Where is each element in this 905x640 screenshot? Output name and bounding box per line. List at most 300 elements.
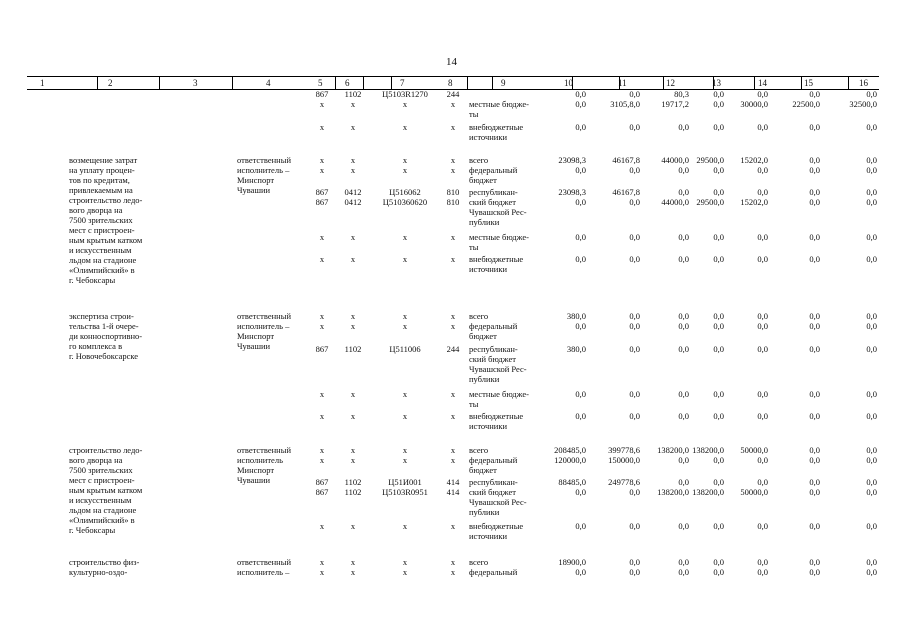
header-divider <box>801 77 802 89</box>
kbk-type: 810 <box>446 187 460 197</box>
funding-source: всего <box>469 155 489 165</box>
value-cell: 0,0 <box>809 197 820 207</box>
value-cell: 0,0 <box>713 165 724 175</box>
value-cell: 0,0 <box>575 122 586 132</box>
kbk-type: x <box>450 521 456 531</box>
kbk-section: x <box>350 411 356 421</box>
kbk-target: x <box>402 557 408 567</box>
value-cell: 0,0 <box>866 567 877 577</box>
value-cell: 399778,6 <box>608 445 640 455</box>
value-cell: 0,0 <box>809 455 820 465</box>
value-cell: 0,0 <box>866 122 877 132</box>
funding-source: внебюджетные <box>469 411 524 421</box>
executor-line: ответственный <box>237 155 291 165</box>
value-cell: 150000,0 <box>608 455 640 465</box>
value-cell: 0,0 <box>678 165 689 175</box>
value-cell: 0,0 <box>757 89 768 99</box>
value-cell: 0,0 <box>809 411 820 421</box>
value-cell: 0,0 <box>678 477 689 487</box>
executor-line: ответственный <box>237 557 291 567</box>
value-cell: 19717,2 <box>661 99 689 109</box>
kbk-gryes: 867 <box>315 197 329 207</box>
value-cell: 0,0 <box>713 521 724 531</box>
value-cell: 138200,0 <box>692 487 724 497</box>
value-cell: 0,0 <box>713 232 724 242</box>
value-cell: 0,0 <box>575 165 586 175</box>
kbk-section: x <box>350 389 356 399</box>
kbk-target: x <box>402 254 408 264</box>
header-cell: 15 <box>804 78 813 88</box>
kbk-type: x <box>450 445 456 455</box>
funding-source: внебюджетные <box>469 122 524 132</box>
funding-source: ский бюджет <box>469 354 516 364</box>
value-cell: 0,0 <box>678 311 689 321</box>
header-cell: 14 <box>758 78 767 88</box>
value-cell: 0,0 <box>866 155 877 165</box>
kbk-target: Ц516062 <box>389 187 421 197</box>
executor-line: исполнитель – <box>237 567 290 577</box>
value-cell: 0,0 <box>866 344 877 354</box>
header-cell: 3 <box>193 78 198 88</box>
event-name-line: льдом на стадионе <box>69 255 137 265</box>
kbk-type: 414 <box>446 487 460 497</box>
value-cell: 0,0 <box>575 254 586 264</box>
event-name-line: вого дворца на <box>69 455 123 465</box>
value-cell: 0,0 <box>575 232 586 242</box>
value-cell: 0,0 <box>629 197 640 207</box>
value-cell: 0,0 <box>757 411 768 421</box>
header-cell: 11 <box>618 78 627 88</box>
value-cell: 0,0 <box>809 187 820 197</box>
value-cell: 0,0 <box>575 411 586 421</box>
funding-source: внебюджетные <box>469 254 524 264</box>
value-cell: 0,0 <box>678 521 689 531</box>
funding-source: ты <box>469 242 479 252</box>
header-divider <box>754 77 755 89</box>
value-cell: 0,0 <box>629 122 640 132</box>
value-cell: 0,0 <box>866 487 877 497</box>
event-name-line: возмещение затрат <box>69 155 138 165</box>
kbk-type: x <box>450 321 456 331</box>
value-cell: 22500,0 <box>792 99 820 109</box>
funding-source: публики <box>469 217 500 227</box>
header-cell: 6 <box>345 78 350 88</box>
value-cell: 44000,0 <box>661 155 689 165</box>
executor-line: Минспорт <box>237 331 275 341</box>
value-cell: 0,0 <box>713 254 724 264</box>
event-name-line: экспертиза строи- <box>69 311 134 321</box>
value-cell: 30000,0 <box>740 99 768 109</box>
kbk-target: x <box>402 232 408 242</box>
value-cell: 208485,0 <box>554 445 586 455</box>
kbk-type: x <box>450 99 456 109</box>
value-cell: 0,0 <box>757 254 768 264</box>
kbk-type: x <box>450 567 456 577</box>
value-cell: 0,0 <box>757 521 768 531</box>
value-cell: 0,0 <box>678 344 689 354</box>
event-name-line: 7500 зрительских <box>69 465 133 475</box>
value-cell: 0,0 <box>629 567 640 577</box>
value-cell: 0,0 <box>757 557 768 567</box>
header-cell: 2 <box>108 78 113 88</box>
kbk-type: x <box>450 254 456 264</box>
kbk-target: x <box>402 411 408 421</box>
value-cell: 0,0 <box>809 155 820 165</box>
value-cell: 0,0 <box>629 232 640 242</box>
value-cell: 0,0 <box>866 445 877 455</box>
value-cell: 0,0 <box>809 477 820 487</box>
event-name-line: мест с пристроен- <box>69 475 135 485</box>
funding-source: республикан- <box>469 187 518 197</box>
value-cell: 46167,8 <box>612 155 640 165</box>
kbk-section: x <box>350 557 356 567</box>
funding-source: внебюджетные <box>469 521 524 531</box>
event-name-line: г. Новочебоксарске <box>69 351 139 361</box>
funding-source: федеральный <box>469 567 518 577</box>
kbk-target: x <box>402 99 408 109</box>
kbk-type: x <box>450 557 456 567</box>
value-cell: 0,0 <box>629 321 640 331</box>
event-name-line: льдом на стадионе <box>69 505 137 515</box>
value-cell: 0,0 <box>757 321 768 331</box>
funding-source: публики <box>469 507 500 517</box>
event-name-line: ным крытым катком <box>69 235 143 245</box>
kbk-gryes: x <box>319 445 325 455</box>
value-cell: 0,0 <box>866 165 877 175</box>
kbk-gryes: x <box>319 232 325 242</box>
funding-source: всего <box>469 445 489 455</box>
funding-source: бюджет <box>469 331 497 341</box>
value-cell: 0,0 <box>713 411 724 421</box>
value-cell: 0,0 <box>713 557 724 567</box>
value-cell: 80,3 <box>674 89 689 99</box>
value-cell: 0,0 <box>575 487 586 497</box>
kbk-target: x <box>402 155 408 165</box>
value-cell: 0,0 <box>678 122 689 132</box>
kbk-type: x <box>450 411 456 421</box>
value-cell: 0,0 <box>757 477 768 487</box>
header-cell: 1 <box>40 78 45 88</box>
header-cell: 8 <box>448 78 453 88</box>
header-divider <box>232 77 233 89</box>
executor-line: исполнитель – <box>237 321 290 331</box>
value-cell: 0,0 <box>866 311 877 321</box>
kbk-type: 414 <box>446 477 460 487</box>
value-cell: 44000,0 <box>661 197 689 207</box>
kbk-section: x <box>350 254 356 264</box>
kbk-target: x <box>402 321 408 331</box>
value-cell: 0,0 <box>866 254 877 264</box>
value-cell: 0,0 <box>866 197 877 207</box>
kbk-section: 1102 <box>344 344 362 354</box>
header-divider <box>363 77 364 89</box>
value-cell: 0,0 <box>809 311 820 321</box>
value-cell: 0,0 <box>713 89 724 99</box>
funding-source: всего <box>469 311 489 321</box>
value-cell: 0,0 <box>757 122 768 132</box>
event-name-line: культурно-оздо- <box>69 567 128 577</box>
value-cell: 249778,6 <box>608 477 640 487</box>
kbk-type: x <box>450 122 456 132</box>
event-name-line: и искусственным <box>69 245 132 255</box>
executor-line: ответственный <box>237 311 291 321</box>
executor-line: исполнитель – <box>237 165 290 175</box>
executor-line: Минспорт <box>237 465 275 475</box>
funding-source: публики <box>469 374 500 384</box>
header-cell: 10 <box>564 78 573 88</box>
value-cell: 0,0 <box>809 557 820 567</box>
header-cell: 13 <box>712 78 721 88</box>
value-cell: 18900,0 <box>558 557 586 567</box>
kbk-type: x <box>450 389 456 399</box>
value-cell: 0,0 <box>757 389 768 399</box>
kbk-target: x <box>402 521 408 531</box>
value-cell: 0,0 <box>575 99 586 109</box>
value-cell: 0,0 <box>866 89 877 99</box>
value-cell: 0,0 <box>713 187 724 197</box>
executor-line: Чувашии <box>237 185 271 195</box>
value-cell: 0,0 <box>713 99 724 109</box>
kbk-section: x <box>350 122 356 132</box>
kbk-type: x <box>450 165 456 175</box>
kbk-section: x <box>350 311 356 321</box>
value-cell: 0,0 <box>757 311 768 321</box>
funding-source: ский бюджет <box>469 197 516 207</box>
kbk-type: 244 <box>446 344 460 354</box>
value-cell: 50000,0 <box>740 487 768 497</box>
executor-line: Минспорт <box>237 175 275 185</box>
kbk-section: x <box>350 321 356 331</box>
value-cell: 88485,0 <box>558 477 586 487</box>
header-cell: 16 <box>859 78 868 88</box>
funding-source: ты <box>469 109 479 119</box>
value-cell: 0,0 <box>866 477 877 487</box>
value-cell: 0,0 <box>575 197 586 207</box>
header-divider <box>492 77 493 89</box>
funding-source: республикан- <box>469 344 518 354</box>
funding-source: ский бюджет <box>469 487 516 497</box>
value-cell: 0,0 <box>713 389 724 399</box>
event-name-line: г. Чебоксары <box>69 275 116 285</box>
kbk-section: x <box>350 445 356 455</box>
kbk-target: x <box>402 122 408 132</box>
value-cell: 0,0 <box>866 321 877 331</box>
value-cell: 0,0 <box>757 232 768 242</box>
value-cell: 0,0 <box>866 389 877 399</box>
value-cell: 3105,8,0 <box>610 99 640 109</box>
funding-source: бюджет <box>469 175 497 185</box>
value-cell: 0,0 <box>757 344 768 354</box>
kbk-type: x <box>450 311 456 321</box>
table-header <box>27 76 879 90</box>
value-cell: 23098,3 <box>558 187 586 197</box>
funding-source: федеральный <box>469 455 518 465</box>
kbk-target: x <box>402 455 408 465</box>
event-name-line: на уплату процен- <box>69 165 135 175</box>
kbk-target: x <box>402 445 408 455</box>
header-cell: 12 <box>666 78 675 88</box>
value-cell: 0,0 <box>713 477 724 487</box>
value-cell: 0,0 <box>629 557 640 567</box>
value-cell: 0,0 <box>678 232 689 242</box>
funding-source: источники <box>469 132 508 142</box>
kbk-type: x <box>450 155 456 165</box>
kbk-gryes: x <box>319 155 325 165</box>
kbk-target: Ц511006 <box>389 344 421 354</box>
value-cell: 0,0 <box>629 89 640 99</box>
value-cell: 0,0 <box>678 187 689 197</box>
funding-source: республикан- <box>469 477 518 487</box>
value-cell: 0,0 <box>575 521 586 531</box>
value-cell: 0,0 <box>809 445 820 455</box>
kbk-gryes: x <box>319 311 325 321</box>
value-cell: 0,0 <box>678 254 689 264</box>
value-cell: 0,0 <box>629 389 640 399</box>
value-cell: 0,0 <box>575 567 586 577</box>
funding-source: Чувашской Рес- <box>469 364 527 374</box>
event-name-line: «Олимпийский» в <box>69 515 135 525</box>
value-cell: 0,0 <box>678 567 689 577</box>
funding-source: Чувашской Рес- <box>469 207 527 217</box>
value-cell: 0,0 <box>678 411 689 421</box>
kbk-gryes: x <box>319 557 325 567</box>
executor-line: Чувашии <box>237 341 271 351</box>
value-cell: 0,0 <box>629 487 640 497</box>
event-name-line: мест с пристроен- <box>69 225 135 235</box>
event-name-line: ди конноспортивно- <box>69 331 143 341</box>
funding-source: источники <box>469 421 508 431</box>
value-cell: 0,0 <box>809 487 820 497</box>
kbk-gryes: x <box>319 321 325 331</box>
kbk-section: 1102 <box>344 477 362 487</box>
funding-source: местные бюдже- <box>469 232 529 242</box>
value-cell: 0,0 <box>809 389 820 399</box>
kbk-section: x <box>350 155 356 165</box>
value-cell: 0,0 <box>575 321 586 331</box>
event-name-line: привлекаемым на <box>69 185 133 195</box>
kbk-gryes: x <box>319 122 325 132</box>
kbk-type: 810 <box>446 197 460 207</box>
value-cell: 0,0 <box>866 232 877 242</box>
kbk-gryes: x <box>319 389 325 399</box>
value-cell: 0,0 <box>575 89 586 99</box>
funding-source: федеральный <box>469 321 518 331</box>
kbk-gryes: 867 <box>315 344 329 354</box>
kbk-gryes: 867 <box>315 477 329 487</box>
event-name-line: строительство физ- <box>69 557 140 567</box>
value-cell: 0,0 <box>713 122 724 132</box>
event-name-line: го комплекса в <box>69 341 123 351</box>
funding-source: источники <box>469 264 508 274</box>
value-cell: 380,0 <box>566 344 586 354</box>
value-cell: 0,0 <box>713 321 724 331</box>
executor-line: исполнитель <box>237 455 283 465</box>
value-cell: 0,0 <box>866 187 877 197</box>
kbk-target: Ц51И001 <box>388 477 422 487</box>
event-name-line: и искусственным <box>69 495 132 505</box>
value-cell: 0,0 <box>809 89 820 99</box>
kbk-section: 0412 <box>344 187 362 197</box>
value-cell: 29500,0 <box>696 155 724 165</box>
value-cell: 0,0 <box>713 455 724 465</box>
funding-source: федеральный <box>469 165 518 175</box>
kbk-target: Ц510360620 <box>382 197 428 207</box>
kbk-type: x <box>450 232 456 242</box>
value-cell: 0,0 <box>757 187 768 197</box>
funding-source: местные бюдже- <box>469 99 529 109</box>
header-divider <box>391 77 392 89</box>
kbk-section: x <box>350 521 356 531</box>
funding-source: Чувашской Рес- <box>469 497 527 507</box>
value-cell: 0,0 <box>713 567 724 577</box>
kbk-target: x <box>402 165 408 175</box>
value-cell: 0,0 <box>866 411 877 421</box>
kbk-target: x <box>402 567 408 577</box>
kbk-gryes: x <box>319 254 325 264</box>
value-cell: 0,0 <box>809 567 820 577</box>
kbk-gryes: x <box>319 455 325 465</box>
kbk-section: 0412 <box>344 197 362 207</box>
kbk-target: Ц5103R0951 <box>382 487 428 497</box>
value-cell: 46167,8 <box>612 187 640 197</box>
value-cell: 0,0 <box>629 254 640 264</box>
event-name-line: строительство ледо- <box>69 445 143 455</box>
value-cell: 0,0 <box>713 344 724 354</box>
kbk-gryes: x <box>319 411 325 421</box>
value-cell: 138200,0 <box>692 445 724 455</box>
value-cell: 0,0 <box>809 344 820 354</box>
kbk-gryes: 867 <box>315 89 329 99</box>
kbk-type: 244 <box>446 89 460 99</box>
kbk-gryes: 867 <box>315 487 329 497</box>
value-cell: 0,0 <box>678 321 689 331</box>
header-divider <box>467 77 468 89</box>
kbk-gryes: 867 <box>315 187 329 197</box>
kbk-gryes: x <box>319 99 325 109</box>
event-name-line: вого дворца на <box>69 205 123 215</box>
header-cell: 4 <box>266 78 271 88</box>
header-divider <box>159 77 160 89</box>
funding-source: всего <box>469 557 489 567</box>
header-divider <box>848 77 849 89</box>
event-name-line: строительство ледо- <box>69 195 143 205</box>
kbk-type: x <box>450 455 456 465</box>
value-cell: 0,0 <box>809 254 820 264</box>
kbk-section: x <box>350 232 356 242</box>
value-cell: 0,0 <box>757 165 768 175</box>
value-cell: 0,0 <box>678 455 689 465</box>
value-cell: 0,0 <box>678 557 689 567</box>
event-name-line: «Олимпийский» в <box>69 265 135 275</box>
value-cell: 0,0 <box>629 311 640 321</box>
value-cell: 0,0 <box>809 521 820 531</box>
event-name-line: ным крытым катком <box>69 485 143 495</box>
kbk-section: x <box>350 567 356 577</box>
value-cell: 15202,0 <box>740 155 768 165</box>
header-cell: 7 <box>400 78 405 88</box>
kbk-gryes: x <box>319 521 325 531</box>
value-cell: 0,0 <box>809 321 820 331</box>
value-cell: 120000,0 <box>554 455 586 465</box>
value-cell: 0,0 <box>809 232 820 242</box>
funding-source: источники <box>469 531 508 541</box>
kbk-target: Ц5103R1270 <box>382 89 428 99</box>
value-cell: 0,0 <box>678 389 689 399</box>
value-cell: 23098,3 <box>558 155 586 165</box>
value-cell: 0,0 <box>575 389 586 399</box>
event-name-line: 7500 зрительских <box>69 215 133 225</box>
value-cell: 380,0 <box>566 311 586 321</box>
